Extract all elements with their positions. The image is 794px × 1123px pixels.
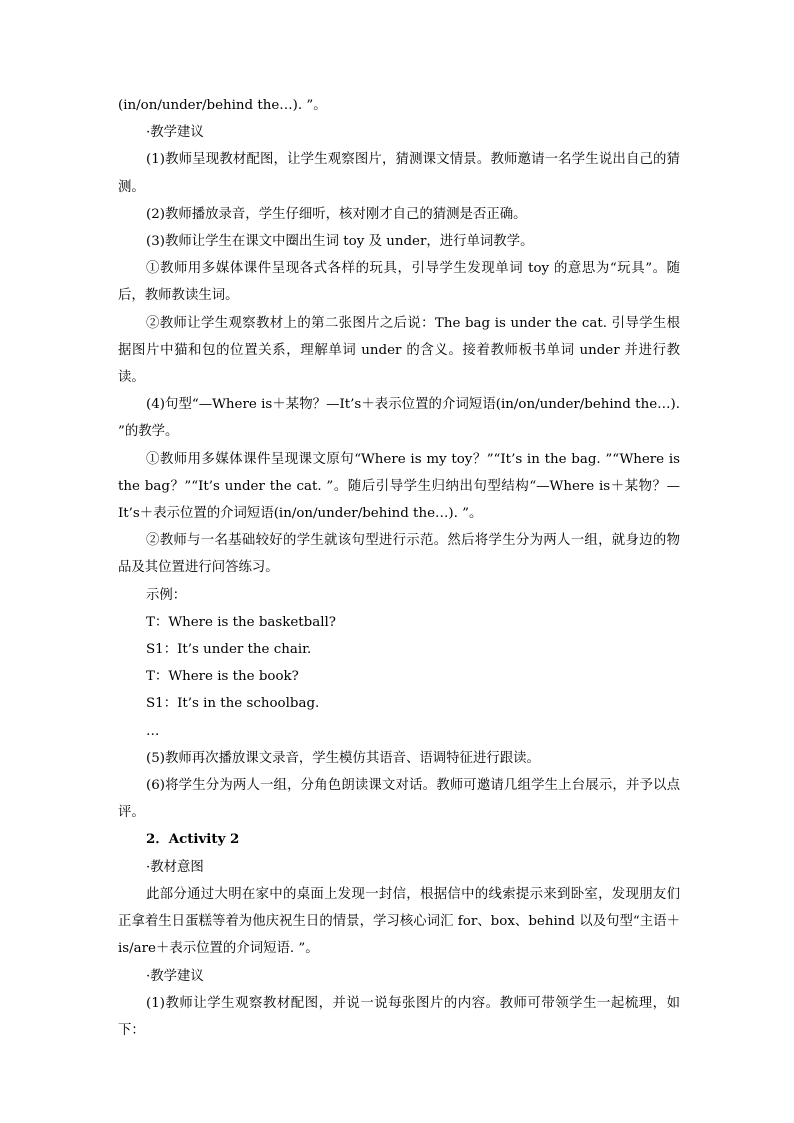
paragraph-step-3-a: ①教师用多媒体课件呈现各式各样的玩具，引导学生发现单词 toy 的意思为“玩具”。随后，教师教读生词。 bbox=[118, 261, 680, 304]
heading-teaching-suggestions: ·教学建议 bbox=[146, 125, 204, 141]
example-label: 示例： bbox=[146, 587, 187, 603]
paragraph-step-3: (3)教师让学生在课文中圈出生词 toy 及 under，进行单词教学。 bbox=[146, 234, 534, 250]
dialogue-line: S1：It’s under the chair. bbox=[146, 642, 312, 658]
document-body bbox=[118, 92, 680, 1044]
heading-material-intent: ·教材意图 bbox=[146, 859, 204, 875]
paragraph-step-6: (6)将学生分为两人一组，分角色朗读课文对话。教师可邀请几组学生上台展示，并予以点评。 bbox=[118, 778, 680, 821]
paragraph-step-3-b: ②教师让学生观察教材上的第二张图片之后说：The bag is under the cat. 引导学生根据图片中猫和包的位置关系，理解单词 under 的含义。接着教师板书单词 under 并进行教读。 bbox=[118, 315, 680, 386]
dialogue-line: T：Where is the basketball? bbox=[146, 614, 336, 630]
paragraph-step-1: (1)教师呈现教材配图，让学生观察图片，猜测课文情景。教师邀请一名学生说出自己的猜测。 bbox=[118, 152, 680, 195]
heading-teaching-suggestions: ·教学建议 bbox=[146, 968, 204, 984]
dialogue-line: S1：It’s in the schoolbag. bbox=[146, 696, 320, 712]
paragraph-step-4-b: ②教师与一名基础较好的学生就该句型进行示范。然后将学生分为两人一组，就身边的物品及其位置进行问答练习。 bbox=[118, 533, 680, 576]
paragraph-step-4-a: ①教师用多媒体课件呈现课文原句“Where is my toy？”“It’s in the bag. ”“Where is the bag？”“It’s under the cat. ”。随后引导学生归纳出句型结构“—Where is＋某物？—It’s＋表示位置的介词短语(in/on/under/behind the…). ”。 bbox=[118, 451, 680, 522]
dialogue-line: T：Where is the book? bbox=[146, 669, 299, 685]
paragraph-activity-2-step-1: (1)教师让学生观察教材配图，并说一说每张图片的内容。教师可带领学生一起梳理，如下： bbox=[118, 995, 680, 1038]
paragraph-step-5: (5)教师再次播放课文录音，学生模仿其语音、语调特征进行跟读。 bbox=[146, 750, 540, 766]
paragraph-step-2: (2)教师播放录音，学生仔细听，核对刚才自己的猜测是否正确。 bbox=[146, 206, 527, 222]
paragraph-continuation: (in/on/under/behind the…). ”。 bbox=[118, 98, 327, 113]
dialogue-ellipsis: … bbox=[146, 723, 160, 739]
paragraph-material-intent: 此部分通过大明在家中的桌面上发现一封信，根据信中的线索提示来到卧室，发现朋友们正拿着生日蛋糕等着为他庆祝生日的情景，学习核心词汇 for、box、behind 以及句型“主语＋is/are＋表示位置的介词短语. ”。 bbox=[118, 886, 680, 957]
paragraph-step-4: (4)句型“—Where is＋某物？—It’s＋表示位置的介词短语(in/on/under/behind the…). ”的教学。 bbox=[118, 397, 680, 440]
section-heading-activity-2: 2．Activity 2 bbox=[146, 831, 240, 848]
